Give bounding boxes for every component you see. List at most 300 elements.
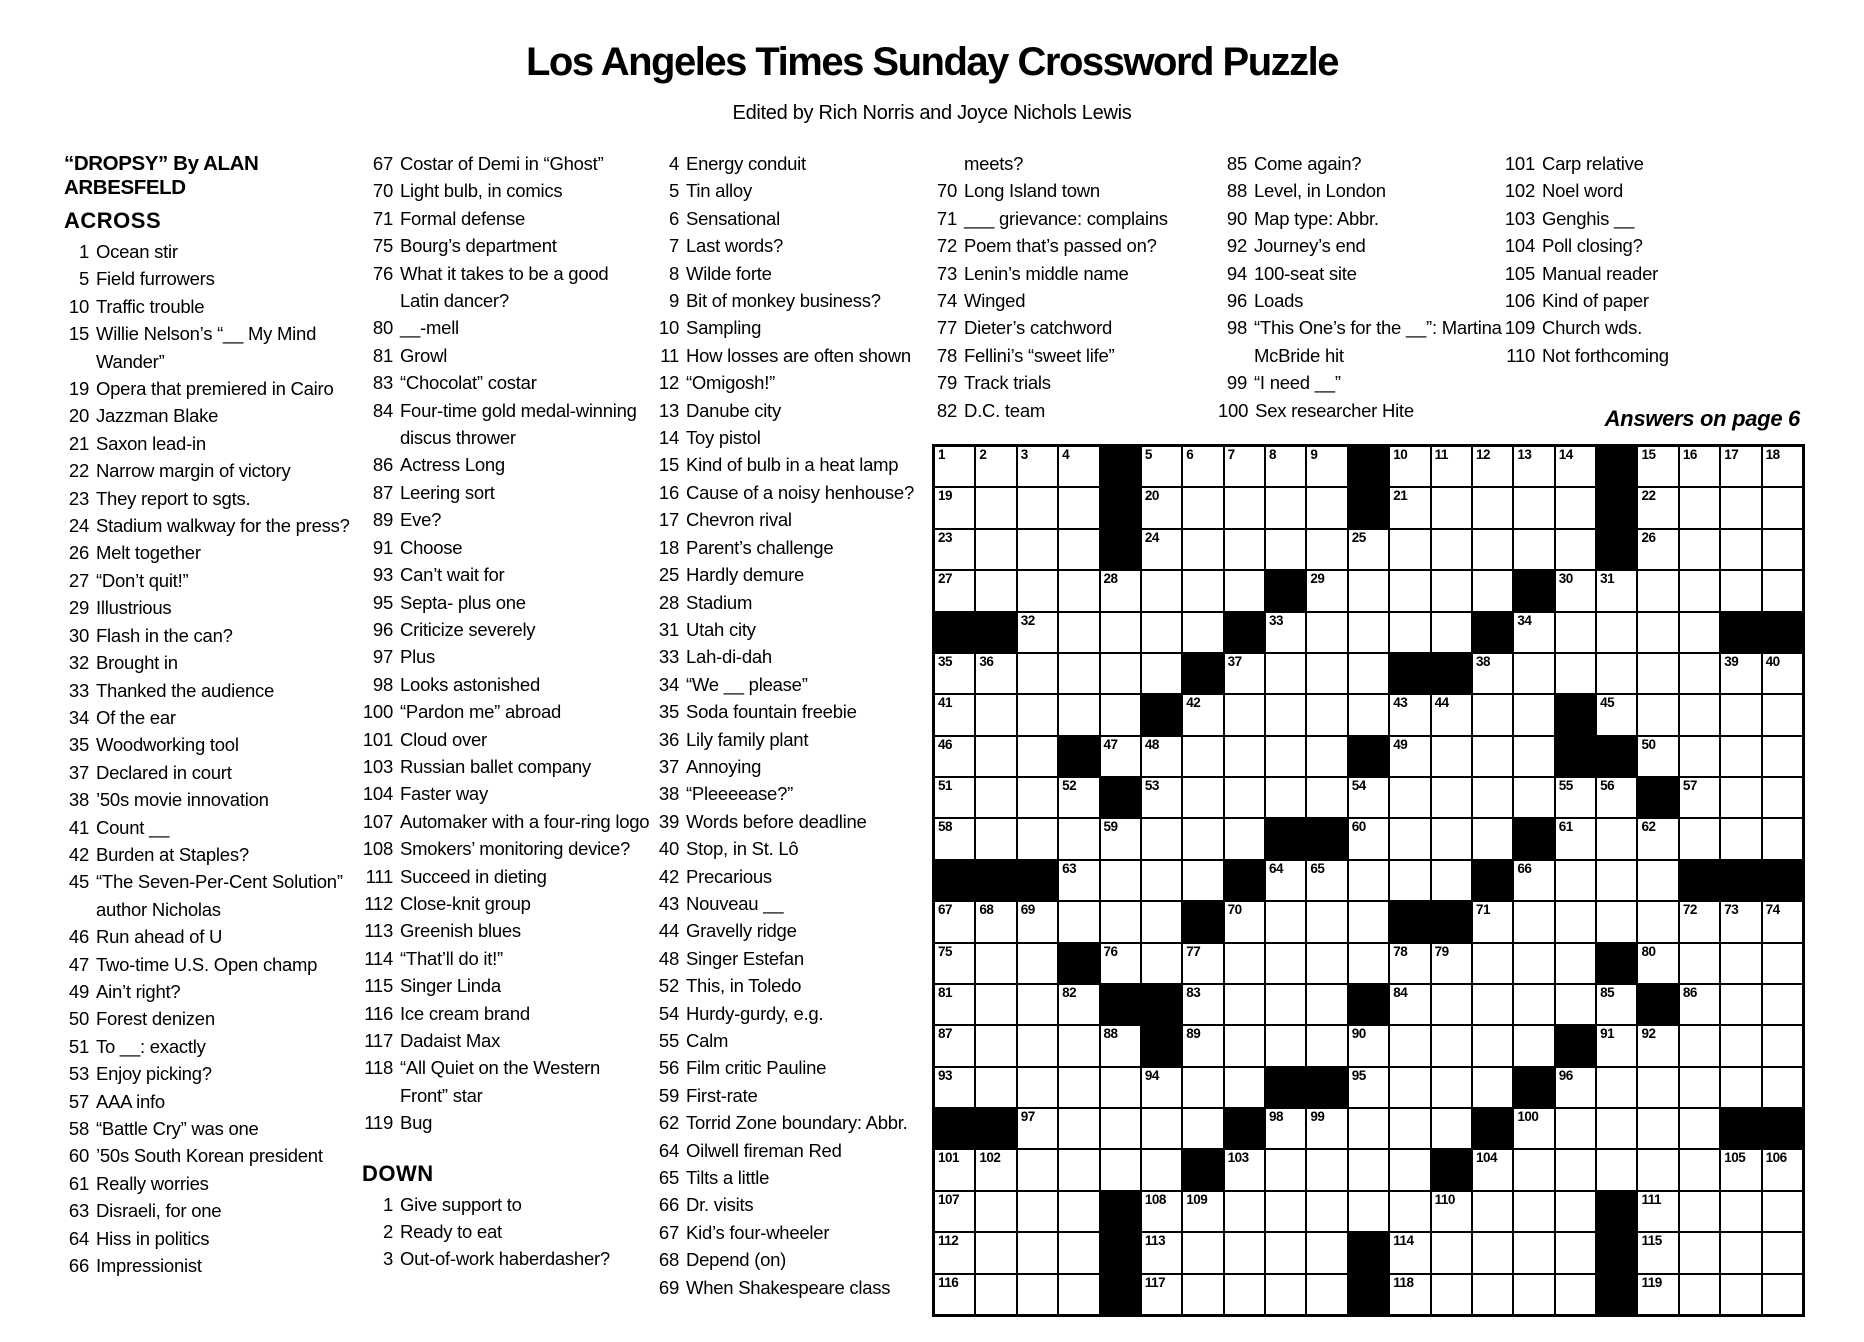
grid-cell-r20c1[interactable] (934, 1232, 975, 1273)
grid-cell-r4c5[interactable] (1100, 570, 1141, 611)
grid-cell-r5c17[interactable] (1596, 612, 1637, 653)
grid-cell-r15c21[interactable] (1762, 1025, 1803, 1066)
grid-cell-r21c12[interactable] (1389, 1274, 1430, 1315)
grid-cell-r20c2[interactable] (975, 1232, 1016, 1273)
grid-cell-r3c21[interactable] (1762, 529, 1803, 570)
grid-cell-r13c16[interactable] (1555, 943, 1596, 984)
grid-cell-r1c19[interactable] (1679, 446, 1720, 487)
grid-cell-r8c12[interactable] (1389, 736, 1430, 777)
grid-cell-r14c9[interactable] (1265, 984, 1306, 1025)
grid-cell-r12c8[interactable] (1224, 901, 1265, 942)
grid-cell-r5c11[interactable] (1348, 612, 1389, 653)
grid-cell-r19c10[interactable] (1306, 1191, 1347, 1232)
grid-cell-r7c20[interactable] (1720, 694, 1761, 735)
grid-cell-r14c17[interactable] (1596, 984, 1637, 1025)
grid-cell-r17c7[interactable] (1182, 1108, 1223, 1149)
grid-cell-r5c15[interactable] (1513, 612, 1554, 653)
grid-cell-r6c6[interactable] (1141, 653, 1182, 694)
grid-cell-r19c4[interactable] (1058, 1191, 1099, 1232)
grid-cell-r11c7[interactable] (1182, 860, 1223, 901)
grid-cell-r19c8[interactable] (1224, 1191, 1265, 1232)
grid-cell-r9c3[interactable] (1017, 777, 1058, 818)
grid-cell-r1c9[interactable] (1265, 446, 1306, 487)
grid-cell-r17c6[interactable] (1141, 1108, 1182, 1149)
grid-cell-r12c3[interactable] (1017, 901, 1058, 942)
grid-cell-r2c18[interactable] (1637, 487, 1678, 528)
grid-cell-r10c14[interactable] (1472, 818, 1513, 859)
grid-cell-r19c3[interactable] (1017, 1191, 1058, 1232)
grid-cell-r13c12[interactable] (1389, 943, 1430, 984)
grid-cell-r15c5[interactable] (1100, 1025, 1141, 1066)
grid-cell-r6c1[interactable] (934, 653, 975, 694)
grid-cell-r12c20[interactable] (1720, 901, 1761, 942)
grid-cell-r2c10[interactable] (1306, 487, 1347, 528)
grid-cell-r14c20[interactable] (1720, 984, 1761, 1025)
grid-cell-r10c11[interactable] (1348, 818, 1389, 859)
grid-cell-r7c10[interactable] (1306, 694, 1347, 735)
grid-cell-r3c15[interactable] (1513, 529, 1554, 570)
grid-cell-r21c3[interactable] (1017, 1274, 1058, 1315)
grid-cell-r9c12[interactable] (1389, 777, 1430, 818)
grid-cell-r20c3[interactable] (1017, 1232, 1058, 1273)
grid-cell-r13c10[interactable] (1306, 943, 1347, 984)
grid-cell-r4c21[interactable] (1762, 570, 1803, 611)
grid-cell-r19c16[interactable] (1555, 1191, 1596, 1232)
grid-cell-r4c14[interactable] (1472, 570, 1513, 611)
grid-cell-r10c16[interactable] (1555, 818, 1596, 859)
grid-cell-r6c21[interactable] (1762, 653, 1803, 694)
grid-cell-r18c17[interactable] (1596, 1149, 1637, 1190)
grid-cell-r19c14[interactable] (1472, 1191, 1513, 1232)
grid-cell-r8c13[interactable] (1431, 736, 1472, 777)
grid-cell-r19c2[interactable] (975, 1191, 1016, 1232)
grid-cell-r8c1[interactable] (934, 736, 975, 777)
grid-cell-r20c14[interactable] (1472, 1232, 1513, 1273)
grid-cell-r18c20[interactable] (1720, 1149, 1761, 1190)
grid-cell-r17c10[interactable] (1306, 1108, 1347, 1149)
grid-cell-r4c1[interactable] (934, 570, 975, 611)
grid-cell-r3c12[interactable] (1389, 529, 1430, 570)
grid-cell-r12c4[interactable] (1058, 901, 1099, 942)
grid-cell-r20c19[interactable] (1679, 1232, 1720, 1273)
grid-cell-r2c21[interactable] (1762, 487, 1803, 528)
grid-cell-r21c9[interactable] (1265, 1274, 1306, 1315)
grid-cell-r1c18[interactable] (1637, 446, 1678, 487)
grid-cell-r16c16[interactable] (1555, 1067, 1596, 1108)
grid-cell-r7c17[interactable] (1596, 694, 1637, 735)
grid-cell-r11c4[interactable] (1058, 860, 1099, 901)
grid-cell-r15c1[interactable] (934, 1025, 975, 1066)
grid-cell-r4c13[interactable] (1431, 570, 1472, 611)
grid-cell-r1c6[interactable] (1141, 446, 1182, 487)
grid-cell-r19c19[interactable] (1679, 1191, 1720, 1232)
grid-cell-r16c11[interactable] (1348, 1067, 1389, 1108)
grid-cell-r3c9[interactable] (1265, 529, 1306, 570)
grid-cell-r9c16[interactable] (1555, 777, 1596, 818)
grid-cell-r19c12[interactable] (1389, 1191, 1430, 1232)
grid-cell-r21c15[interactable] (1513, 1274, 1554, 1315)
grid-cell-r14c10[interactable] (1306, 984, 1347, 1025)
grid-cell-r10c21[interactable] (1762, 818, 1803, 859)
grid-cell-r15c7[interactable] (1182, 1025, 1223, 1066)
grid-cell-r8c6[interactable] (1141, 736, 1182, 777)
grid-cell-r5c19[interactable] (1679, 612, 1720, 653)
grid-cell-r12c21[interactable] (1762, 901, 1803, 942)
grid-cell-r3c1[interactable] (934, 529, 975, 570)
grid-cell-r12c18[interactable] (1637, 901, 1678, 942)
grid-cell-r5c18[interactable] (1637, 612, 1678, 653)
grid-cell-r6c5[interactable] (1100, 653, 1141, 694)
grid-cell-r14c1[interactable] (934, 984, 975, 1025)
grid-cell-r11c18[interactable] (1637, 860, 1678, 901)
grid-cell-r4c4[interactable] (1058, 570, 1099, 611)
grid-cell-r13c18[interactable] (1637, 943, 1678, 984)
grid-cell-r9c15[interactable] (1513, 777, 1554, 818)
grid-cell-r21c7[interactable] (1182, 1274, 1223, 1315)
grid-cell-r15c20[interactable] (1720, 1025, 1761, 1066)
grid-cell-r8c3[interactable] (1017, 736, 1058, 777)
grid-cell-r3c2[interactable] (975, 529, 1016, 570)
grid-cell-r7c1[interactable] (934, 694, 975, 735)
grid-cell-r10c8[interactable] (1224, 818, 1265, 859)
grid-cell-r1c8[interactable] (1224, 446, 1265, 487)
grid-cell-r6c4[interactable] (1058, 653, 1099, 694)
grid-cell-r14c8[interactable] (1224, 984, 1265, 1025)
grid-cell-r8c2[interactable] (975, 736, 1016, 777)
grid-cell-r7c14[interactable] (1472, 694, 1513, 735)
grid-cell-r6c14[interactable] (1472, 653, 1513, 694)
grid-cell-r20c9[interactable] (1265, 1232, 1306, 1273)
grid-cell-r6c8[interactable] (1224, 653, 1265, 694)
grid-cell-r5c6[interactable] (1141, 612, 1182, 653)
grid-cell-r16c8[interactable] (1224, 1067, 1265, 1108)
grid-cell-r18c15[interactable] (1513, 1149, 1554, 1190)
grid-cell-r20c4[interactable] (1058, 1232, 1099, 1273)
grid-cell-r7c18[interactable] (1637, 694, 1678, 735)
grid-cell-r1c2[interactable] (975, 446, 1016, 487)
grid-cell-r10c20[interactable] (1720, 818, 1761, 859)
grid-cell-r16c6[interactable] (1141, 1067, 1182, 1108)
grid-cell-r6c20[interactable] (1720, 653, 1761, 694)
grid-cell-r21c19[interactable] (1679, 1274, 1720, 1315)
grid-cell-r21c1[interactable] (934, 1274, 975, 1315)
grid-cell-r19c15[interactable] (1513, 1191, 1554, 1232)
grid-cell-r10c19[interactable] (1679, 818, 1720, 859)
grid-cell-r3c18[interactable] (1637, 529, 1678, 570)
grid-cell-r13c20[interactable] (1720, 943, 1761, 984)
grid-cell-r21c14[interactable] (1472, 1274, 1513, 1315)
grid-cell-r18c8[interactable] (1224, 1149, 1265, 1190)
grid-cell-r7c9[interactable] (1265, 694, 1306, 735)
grid-cell-r14c21[interactable] (1762, 984, 1803, 1025)
grid-cell-r4c7[interactable] (1182, 570, 1223, 611)
grid-cell-r9c10[interactable] (1306, 777, 1347, 818)
grid-cell-r15c8[interactable] (1224, 1025, 1265, 1066)
grid-cell-r21c21[interactable] (1762, 1274, 1803, 1315)
grid-cell-r14c16[interactable] (1555, 984, 1596, 1025)
grid-cell-r5c4[interactable] (1058, 612, 1099, 653)
grid-cell-r19c9[interactable] (1265, 1191, 1306, 1232)
grid-cell-r11c10[interactable] (1306, 860, 1347, 901)
grid-cell-r13c15[interactable] (1513, 943, 1554, 984)
grid-cell-r1c3[interactable] (1017, 446, 1058, 487)
grid-cell-r16c20[interactable] (1720, 1067, 1761, 1108)
grid-cell-r20c6[interactable] (1141, 1232, 1182, 1273)
grid-cell-r1c21[interactable] (1762, 446, 1803, 487)
grid-cell-r18c9[interactable] (1265, 1149, 1306, 1190)
grid-cell-r3c8[interactable] (1224, 529, 1265, 570)
grid-cell-r2c2[interactable] (975, 487, 1016, 528)
grid-cell-r10c5[interactable] (1100, 818, 1141, 859)
grid-cell-r14c12[interactable] (1389, 984, 1430, 1025)
grid-cell-r13c7[interactable] (1182, 943, 1223, 984)
grid-cell-r4c19[interactable] (1679, 570, 1720, 611)
grid-cell-r4c12[interactable] (1389, 570, 1430, 611)
grid-cell-r9c8[interactable] (1224, 777, 1265, 818)
grid-cell-r7c8[interactable] (1224, 694, 1265, 735)
grid-cell-r7c12[interactable] (1389, 694, 1430, 735)
grid-cell-r14c14[interactable] (1472, 984, 1513, 1025)
grid-cell-r11c5[interactable] (1100, 860, 1141, 901)
grid-cell-r16c1[interactable] (934, 1067, 975, 1108)
grid-cell-r10c1[interactable] (934, 818, 975, 859)
grid-cell-r12c9[interactable] (1265, 901, 1306, 942)
grid-cell-r15c18[interactable] (1637, 1025, 1678, 1066)
grid-cell-r13c14[interactable] (1472, 943, 1513, 984)
grid-cell-r17c9[interactable] (1265, 1108, 1306, 1149)
grid-cell-r16c13[interactable] (1431, 1067, 1472, 1108)
grid-cell-r7c19[interactable] (1679, 694, 1720, 735)
grid-cell-r18c3[interactable] (1017, 1149, 1058, 1190)
grid-cell-r19c6[interactable] (1141, 1191, 1182, 1232)
grid-cell-r8c7[interactable] (1182, 736, 1223, 777)
grid-cell-r3c7[interactable] (1182, 529, 1223, 570)
grid-cell-r9c17[interactable] (1596, 777, 1637, 818)
grid-cell-r4c16[interactable] (1555, 570, 1596, 611)
grid-cell-r3c3[interactable] (1017, 529, 1058, 570)
grid-cell-r15c15[interactable] (1513, 1025, 1554, 1066)
grid-cell-r8c9[interactable] (1265, 736, 1306, 777)
grid-cell-r18c19[interactable] (1679, 1149, 1720, 1190)
grid-cell-r2c15[interactable] (1513, 487, 1554, 528)
grid-cell-r11c6[interactable] (1141, 860, 1182, 901)
grid-cell-r9c7[interactable] (1182, 777, 1223, 818)
grid-cell-r10c17[interactable] (1596, 818, 1637, 859)
grid-cell-r2c19[interactable] (1679, 487, 1720, 528)
grid-cell-r11c11[interactable] (1348, 860, 1389, 901)
grid-cell-r2c9[interactable] (1265, 487, 1306, 528)
grid-cell-r15c11[interactable] (1348, 1025, 1389, 1066)
grid-cell-r4c18[interactable] (1637, 570, 1678, 611)
grid-cell-r19c11[interactable] (1348, 1191, 1389, 1232)
grid-cell-r5c12[interactable] (1389, 612, 1430, 653)
grid-cell-r2c16[interactable] (1555, 487, 1596, 528)
grid-cell-r7c21[interactable] (1762, 694, 1803, 735)
grid-cell-r1c20[interactable] (1720, 446, 1761, 487)
grid-cell-r17c15[interactable] (1513, 1108, 1554, 1149)
grid-cell-r18c21[interactable] (1762, 1149, 1803, 1190)
grid-cell-r13c19[interactable] (1679, 943, 1720, 984)
grid-cell-r8c14[interactable] (1472, 736, 1513, 777)
grid-cell-r17c12[interactable] (1389, 1108, 1430, 1149)
grid-cell-r9c11[interactable] (1348, 777, 1389, 818)
grid-cell-r16c4[interactable] (1058, 1067, 1099, 1108)
grid-cell-r8c18[interactable] (1637, 736, 1678, 777)
grid-cell-r7c15[interactable] (1513, 694, 1554, 735)
grid-cell-r5c5[interactable] (1100, 612, 1141, 653)
grid-cell-r13c9[interactable] (1265, 943, 1306, 984)
grid-cell-r15c14[interactable] (1472, 1025, 1513, 1066)
grid-cell-r15c2[interactable] (975, 1025, 1016, 1066)
grid-cell-r17c17[interactable] (1596, 1108, 1637, 1149)
grid-cell-r1c10[interactable] (1306, 446, 1347, 487)
grid-cell-r14c4[interactable] (1058, 984, 1099, 1025)
grid-cell-r14c2[interactable] (975, 984, 1016, 1025)
grid-cell-r12c10[interactable] (1306, 901, 1347, 942)
grid-cell-r9c13[interactable] (1431, 777, 1472, 818)
grid-cell-r18c10[interactable] (1306, 1149, 1347, 1190)
grid-cell-r21c20[interactable] (1720, 1274, 1761, 1315)
grid-cell-r17c18[interactable] (1637, 1108, 1678, 1149)
grid-cell-r20c8[interactable] (1224, 1232, 1265, 1273)
grid-cell-r15c9[interactable] (1265, 1025, 1306, 1066)
grid-cell-r21c8[interactable] (1224, 1274, 1265, 1315)
grid-cell-r8c20[interactable] (1720, 736, 1761, 777)
grid-cell-r6c9[interactable] (1265, 653, 1306, 694)
grid-cell-r3c19[interactable] (1679, 529, 1720, 570)
grid-cell-r12c11[interactable] (1348, 901, 1389, 942)
grid-cell-r17c19[interactable] (1679, 1108, 1720, 1149)
grid-cell-r3c20[interactable] (1720, 529, 1761, 570)
grid-cell-r14c13[interactable] (1431, 984, 1472, 1025)
grid-cell-r20c16[interactable] (1555, 1232, 1596, 1273)
grid-cell-r13c13[interactable] (1431, 943, 1472, 984)
grid-cell-r1c7[interactable] (1182, 446, 1223, 487)
grid-cell-r4c3[interactable] (1017, 570, 1058, 611)
grid-cell-r9c14[interactable] (1472, 777, 1513, 818)
grid-cell-r18c18[interactable] (1637, 1149, 1678, 1190)
grid-cell-r17c16[interactable] (1555, 1108, 1596, 1149)
grid-cell-r20c20[interactable] (1720, 1232, 1761, 1273)
grid-cell-r15c19[interactable] (1679, 1025, 1720, 1066)
grid-cell-r13c3[interactable] (1017, 943, 1058, 984)
grid-cell-r15c12[interactable] (1389, 1025, 1430, 1066)
grid-cell-r20c15[interactable] (1513, 1232, 1554, 1273)
grid-cell-r5c7[interactable] (1182, 612, 1223, 653)
grid-cell-r6c18[interactable] (1637, 653, 1678, 694)
grid-cell-r13c6[interactable] (1141, 943, 1182, 984)
grid-cell-r10c12[interactable] (1389, 818, 1430, 859)
grid-cell-r15c4[interactable] (1058, 1025, 1099, 1066)
grid-cell-r4c20[interactable] (1720, 570, 1761, 611)
grid-cell-r11c16[interactable] (1555, 860, 1596, 901)
grid-cell-r12c19[interactable] (1679, 901, 1720, 942)
grid-cell-r1c13[interactable] (1431, 446, 1472, 487)
grid-cell-r20c18[interactable] (1637, 1232, 1678, 1273)
grid-cell-r14c3[interactable] (1017, 984, 1058, 1025)
grid-cell-r5c13[interactable] (1431, 612, 1472, 653)
grid-cell-r7c4[interactable] (1058, 694, 1099, 735)
grid-cell-r10c18[interactable] (1637, 818, 1678, 859)
grid-cell-r19c1[interactable] (934, 1191, 975, 1232)
grid-cell-r21c10[interactable] (1306, 1274, 1347, 1315)
grid-cell-r19c13[interactable] (1431, 1191, 1472, 1232)
grid-cell-r10c4[interactable] (1058, 818, 1099, 859)
grid-cell-r2c8[interactable] (1224, 487, 1265, 528)
grid-cell-r12c16[interactable] (1555, 901, 1596, 942)
grid-cell-r3c6[interactable] (1141, 529, 1182, 570)
grid-cell-r20c12[interactable] (1389, 1232, 1430, 1273)
grid-cell-r19c20[interactable] (1720, 1191, 1761, 1232)
grid-cell-r4c17[interactable] (1596, 570, 1637, 611)
grid-cell-r10c3[interactable] (1017, 818, 1058, 859)
grid-cell-r16c18[interactable] (1637, 1067, 1678, 1108)
grid-cell-r11c9[interactable] (1265, 860, 1306, 901)
grid-cell-r5c9[interactable] (1265, 612, 1306, 653)
grid-cell-r18c1[interactable] (934, 1149, 975, 1190)
grid-cell-r14c15[interactable] (1513, 984, 1554, 1025)
grid-cell-r15c3[interactable] (1017, 1025, 1058, 1066)
grid-cell-r17c4[interactable] (1058, 1108, 1099, 1149)
grid-cell-r10c2[interactable] (975, 818, 1016, 859)
grid-cell-r6c10[interactable] (1306, 653, 1347, 694)
grid-cell-r4c6[interactable] (1141, 570, 1182, 611)
grid-cell-r12c5[interactable] (1100, 901, 1141, 942)
grid-cell-r14c7[interactable] (1182, 984, 1223, 1025)
grid-cell-r3c13[interactable] (1431, 529, 1472, 570)
grid-cell-r20c7[interactable] (1182, 1232, 1223, 1273)
grid-cell-r21c16[interactable] (1555, 1274, 1596, 1315)
grid-cell-r12c2[interactable] (975, 901, 1016, 942)
grid-cell-r3c11[interactable] (1348, 529, 1389, 570)
grid-cell-r2c14[interactable] (1472, 487, 1513, 528)
grid-cell-r5c10[interactable] (1306, 612, 1347, 653)
grid-cell-r16c17[interactable] (1596, 1067, 1637, 1108)
grid-cell-r2c3[interactable] (1017, 487, 1058, 528)
grid-cell-r18c6[interactable] (1141, 1149, 1182, 1190)
grid-cell-r7c3[interactable] (1017, 694, 1058, 735)
grid-cell-r3c4[interactable] (1058, 529, 1099, 570)
grid-cell-r13c1[interactable] (934, 943, 975, 984)
grid-cell-r13c2[interactable] (975, 943, 1016, 984)
grid-cell-r4c10[interactable] (1306, 570, 1347, 611)
grid-cell-r2c1[interactable] (934, 487, 975, 528)
grid-cell-r21c4[interactable] (1058, 1274, 1099, 1315)
grid-cell-r6c16[interactable] (1555, 653, 1596, 694)
grid-cell-r13c11[interactable] (1348, 943, 1389, 984)
grid-cell-r10c6[interactable] (1141, 818, 1182, 859)
grid-cell-r3c14[interactable] (1472, 529, 1513, 570)
grid-cell-r3c10[interactable] (1306, 529, 1347, 570)
grid-cell-r6c15[interactable] (1513, 653, 1554, 694)
grid-cell-r18c5[interactable] (1100, 1149, 1141, 1190)
grid-cell-r12c6[interactable] (1141, 901, 1182, 942)
grid-cell-r3c16[interactable] (1555, 529, 1596, 570)
grid-cell-r10c13[interactable] (1431, 818, 1472, 859)
grid-cell-r16c7[interactable] (1182, 1067, 1223, 1108)
grid-cell-r7c7[interactable] (1182, 694, 1223, 735)
grid-cell-r8c15[interactable] (1513, 736, 1554, 777)
grid-cell-r13c21[interactable] (1762, 943, 1803, 984)
grid-cell-r16c14[interactable] (1472, 1067, 1513, 1108)
grid-cell-r6c17[interactable] (1596, 653, 1637, 694)
grid-cell-r1c1[interactable] (934, 446, 975, 487)
grid-cell-r9c6[interactable] (1141, 777, 1182, 818)
grid-cell-r7c11[interactable] (1348, 694, 1389, 735)
grid-cell-r1c4[interactable] (1058, 446, 1099, 487)
grid-cell-r9c21[interactable] (1762, 777, 1803, 818)
grid-cell-r4c11[interactable] (1348, 570, 1389, 611)
